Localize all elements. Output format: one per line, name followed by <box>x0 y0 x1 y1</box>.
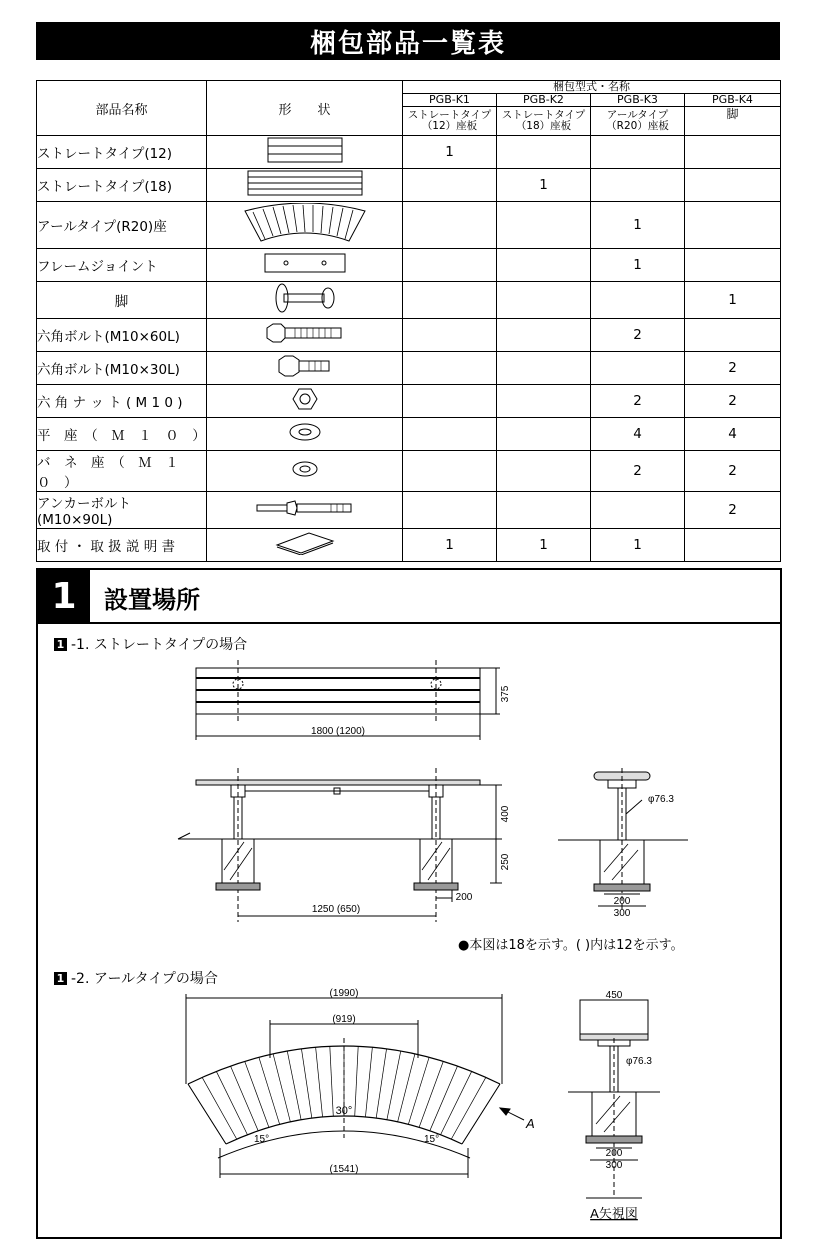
arc-drawing <box>38 988 778 1228</box>
qty-anchor-bolt-k3 <box>591 492 685 529</box>
dim-arc-width: 450 <box>605 990 623 1001</box>
part-name-flat-washer: 平 座 （ Ｍ １ ０ ） <box>37 418 207 451</box>
qty-leg-k1 <box>403 282 497 319</box>
drawing-note: ●本図は18を示す。( )内は12を示す。 <box>458 938 684 953</box>
qty-frame-joint-k3: 1 <box>591 249 685 282</box>
arc-slat-line <box>419 1061 443 1127</box>
arc-seat-icon <box>207 202 403 249</box>
subsection-badge: 1 <box>54 638 67 651</box>
spring-washer-icon <box>207 451 403 492</box>
arc-slat-line <box>430 1066 458 1131</box>
dim-arc-side-200: 200 <box>605 1148 623 1159</box>
short-bolt-icon <box>207 352 403 385</box>
view-arrow-label: A <box>526 1116 535 1131</box>
dim-pitch: 1250 (650) <box>311 904 361 915</box>
section-header <box>38 570 780 624</box>
qty-hex-nut-k4: 2 <box>685 385 781 418</box>
part-name-straight-12: ストレートタイプ(12) <box>37 136 207 169</box>
part-name-leg: 脚 <box>37 282 207 319</box>
subsection-label: -1. ストレートタイプの場合 <box>71 637 248 653</box>
header-sub-k2: ストレートタイプ （18）座板 <box>497 107 591 136</box>
leg-icon <box>207 282 403 319</box>
arc-slat-line <box>355 1046 358 1116</box>
qty-leg-k3 <box>591 282 685 319</box>
qty-flat-washer-k1 <box>403 418 497 451</box>
subsection-badge: 1 <box>54 972 67 985</box>
header-shape: 形 状 <box>207 81 403 136</box>
qty-frame-joint-k2 <box>497 249 591 282</box>
qty-long-bolt-k2 <box>497 319 591 352</box>
arc-slat-line <box>365 1047 372 1117</box>
parts-table <box>36 80 781 562</box>
qty-spring-washer-k1 <box>403 451 497 492</box>
qty-flat-washer-k4: 4 <box>685 418 781 451</box>
part-name-long-bolt: 六角ボルト(M10×60L) <box>37 319 207 352</box>
section-number: 1 <box>38 570 90 622</box>
part-name-arc-seat: アールタイプ(R20)座 <box>37 202 207 249</box>
arc-slat-line <box>245 1061 269 1127</box>
table-row <box>37 451 781 492</box>
table-row <box>37 385 781 418</box>
part-name-straight-18: ストレートタイプ(18) <box>37 169 207 202</box>
header-code-k1: PGB-K1 <box>403 94 497 107</box>
header-sub-k1: ストレートタイプ （12）座板 <box>403 107 497 136</box>
qty-manual-k3: 1 <box>591 529 685 562</box>
straight-18-icon <box>207 169 403 202</box>
qty-flat-washer-k2 <box>497 418 591 451</box>
qty-arc-seat-k2 <box>497 202 591 249</box>
page-title: 梱包部品一覧表 <box>36 22 780 60</box>
qty-arc-seat-k1 <box>403 202 497 249</box>
flat-washer-icon <box>207 418 403 451</box>
part-name-hex-nut: 六 角 ナ ッ ト ( M 1 0 ) <box>37 385 207 418</box>
qty-spring-washer-k4: 2 <box>685 451 781 492</box>
dim-side-300: 300 <box>613 908 631 919</box>
anchor-bolt-icon <box>207 492 403 529</box>
dim-length: 1800 (1200) <box>311 726 365 737</box>
table-row <box>37 352 781 385</box>
table-row <box>37 249 781 282</box>
table-row <box>37 136 781 169</box>
qty-hex-nut-k1 <box>403 385 497 418</box>
header-code-k2: PGB-K2 <box>497 94 591 107</box>
qty-hex-nut-k2 <box>497 385 591 418</box>
table-row <box>37 529 781 562</box>
part-name-anchor-bolt: アンカーボルト(M10×90L) <box>37 492 207 529</box>
header-sub-k4: 脚 <box>685 107 781 136</box>
qty-straight-12-k1: 1 <box>403 136 497 169</box>
table-row <box>37 169 781 202</box>
qty-flat-washer-k3: 4 <box>591 418 685 451</box>
hex-nut-icon <box>207 385 403 418</box>
header-part-name: 部品名称 <box>37 81 207 136</box>
qty-frame-joint-k1 <box>403 249 497 282</box>
subsection-arc-heading <box>54 968 218 988</box>
qty-manual-k2: 1 <box>497 529 591 562</box>
dim-side-200: 200 <box>613 896 631 907</box>
angle-left: 15° <box>254 1134 270 1145</box>
header-sub-k3: アールタイプ （R20）座板 <box>591 107 685 136</box>
qty-short-bolt-k2 <box>497 352 591 385</box>
header-code-k4: PGB-K4 <box>685 94 781 107</box>
dim-arc-side-300: 300 <box>605 1160 623 1171</box>
dim-arc-outer: (1990) <box>329 988 359 999</box>
straight-drawing <box>38 650 778 940</box>
part-name-short-bolt: 六角ボルト(M10×30L) <box>37 352 207 385</box>
qty-anchor-bolt-k2 <box>497 492 591 529</box>
qty-long-bolt-k1 <box>403 319 497 352</box>
qty-straight-18-k1 <box>403 169 497 202</box>
subsection-label: -2. アールタイプの場合 <box>71 971 218 987</box>
manual-icon <box>207 529 403 562</box>
qty-leg-k2 <box>497 282 591 319</box>
qty-short-bolt-k4: 2 <box>685 352 781 385</box>
part-name-frame-joint: フレームジョイント <box>37 249 207 282</box>
qty-straight-12-k2 <box>497 136 591 169</box>
arc-slat-line <box>376 1049 386 1118</box>
qty-spring-washer-k3: 2 <box>591 451 685 492</box>
arc-slat-line <box>188 1084 226 1144</box>
part-name-spring-washer: バ ネ 座 （ Ｍ １ ０ ） <box>37 451 207 492</box>
dim-pipe: φ76.3 <box>648 794 674 805</box>
qty-anchor-bolt-k1 <box>403 492 497 529</box>
table-row <box>37 319 781 352</box>
qty-short-bolt-k3 <box>591 352 685 385</box>
section-title: 設置場所 <box>104 586 200 614</box>
dim-arc-pipe: φ76.3 <box>626 1056 652 1067</box>
table-row <box>37 282 781 319</box>
arc-slat-line <box>451 1077 486 1139</box>
view-label: A矢視図 <box>590 1206 638 1221</box>
dim-arc-inner: (1541) <box>329 1164 359 1175</box>
qty-manual-k4 <box>685 529 781 562</box>
qty-long-bolt-k4 <box>685 319 781 352</box>
qty-anchor-bolt-k4: 2 <box>685 492 781 529</box>
arc-slat-line <box>330 1046 333 1116</box>
arc-slat-line <box>231 1066 259 1131</box>
arc-slat-line <box>462 1084 500 1144</box>
arc-slat-line <box>316 1047 323 1117</box>
qty-hex-nut-k3: 2 <box>591 385 685 418</box>
arc-slat-line <box>301 1049 311 1118</box>
qty-arc-seat-k4 <box>685 202 781 249</box>
table-row <box>37 418 781 451</box>
long-bolt-icon <box>207 319 403 352</box>
dim-depth: 375 <box>500 685 511 703</box>
arc-slat-line <box>216 1071 247 1134</box>
installation-section <box>36 568 782 1239</box>
qty-manual-k1: 1 <box>403 529 497 562</box>
qty-long-bolt-k3: 2 <box>591 319 685 352</box>
dim-footing: 200 <box>455 892 473 903</box>
qty-leg-k4: 1 <box>685 282 781 319</box>
table-row <box>37 202 781 249</box>
qty-spring-washer-k2 <box>497 451 591 492</box>
qty-straight-18-k4 <box>685 169 781 202</box>
straight-12-icon <box>207 136 403 169</box>
frame-joint-icon <box>207 249 403 282</box>
dim-arc-mid: (919) <box>332 1014 356 1025</box>
dim-height: 400 <box>500 805 511 823</box>
arc-slat-line <box>441 1071 472 1134</box>
angle-center: 30° <box>335 1105 353 1117</box>
header-code-k3: PGB-K3 <box>591 94 685 107</box>
qty-arc-seat-k3: 1 <box>591 202 685 249</box>
angle-right: 15° <box>424 1134 440 1145</box>
dim-embed: 250 <box>500 853 511 871</box>
arc-slat-line <box>287 1051 301 1120</box>
qty-straight-18-k3 <box>591 169 685 202</box>
header-model: 梱包型式・名称 <box>403 81 781 94</box>
qty-straight-18-k2: 1 <box>497 169 591 202</box>
qty-straight-12-k3 <box>591 136 685 169</box>
qty-short-bolt-k1 <box>403 352 497 385</box>
table-row <box>37 492 781 529</box>
part-name-manual: 取 付 ・ 取 扱 説 明 書 <box>37 529 207 562</box>
qty-frame-joint-k4 <box>685 249 781 282</box>
arc-slat-line <box>387 1051 401 1120</box>
arc-slat-line <box>202 1077 237 1139</box>
qty-straight-12-k4 <box>685 136 781 169</box>
